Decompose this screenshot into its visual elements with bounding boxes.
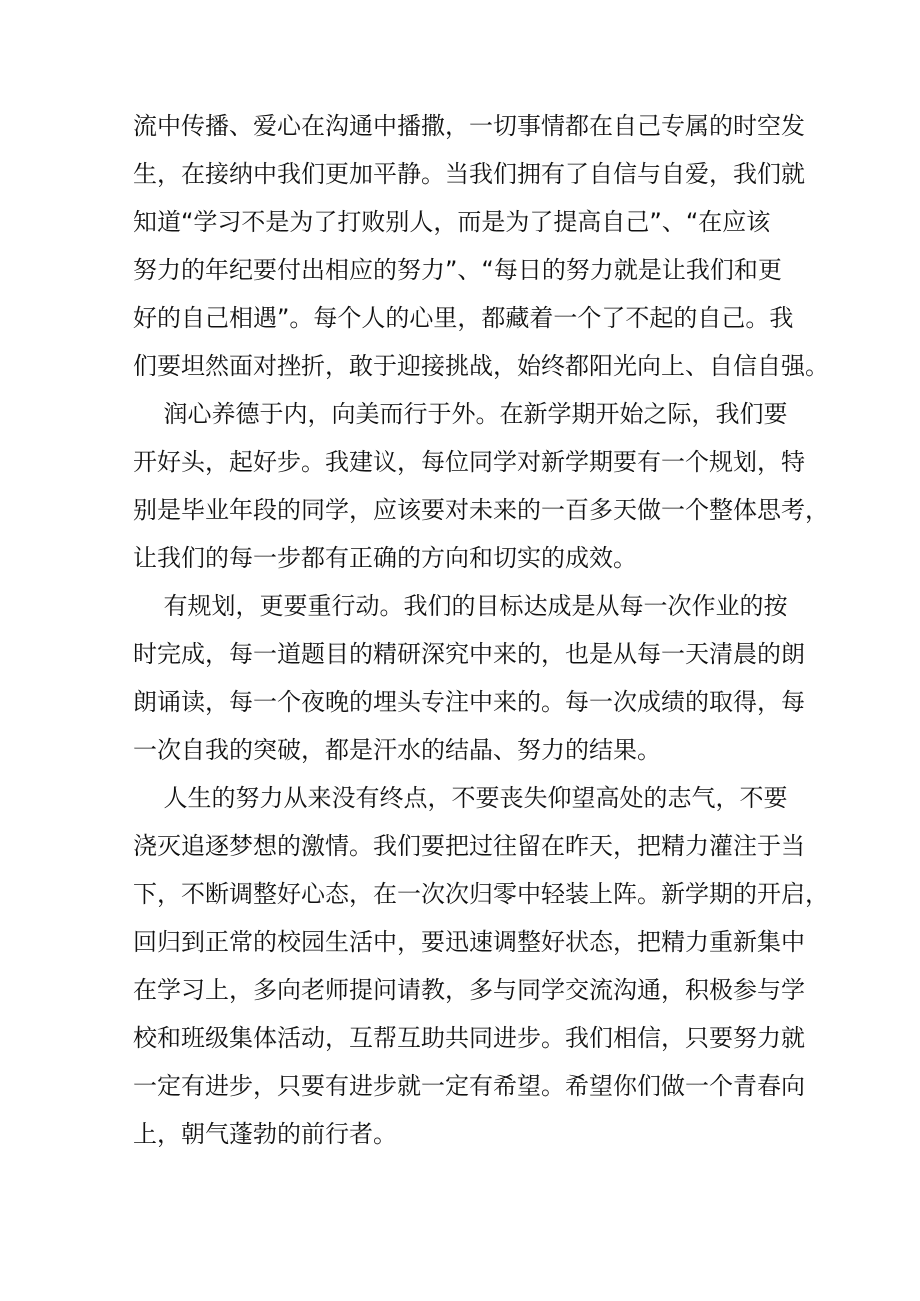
text-line: 人生的努力从来没有终点，不要丧失仰望高处的志气，不要	[133, 784, 788, 812]
text-line: 开好头，起好步。我建议，每位同学对新学期要有一个规划，特	[133, 448, 805, 476]
paragraph-1	[133, 102, 829, 390]
text-line: 校和班级集体活动，互帮互助共同进步。我们相信，只要努力就	[133, 1024, 805, 1052]
text-line: 一定有进步，只要有进步就一定有希望。希望你们做一个青春向	[133, 1072, 805, 1100]
text-line: 下，不断调整好心态，在一次次归零中轻装上阵。新学期的开启，	[133, 880, 829, 908]
text-line: 知道“学习不是为了打败别人，而是为了提高自己”、“在应该	[133, 208, 771, 236]
text-line: 好的自己相遇”。每个人的心里，都藏着一个了不起的自己。我	[133, 304, 794, 332]
text-line: 生，在接纳中我们更加平静。当我们拥有了自信与自爱，我们就	[133, 160, 805, 188]
text-line: 上，朝气蓬勃的前行者。	[133, 1120, 397, 1148]
text-line: 一次自我的突破，都是汗水的结晶、努力的结果。	[133, 736, 661, 764]
text-line: 让我们的每一步都有正确的方向和切实的成效。	[133, 544, 637, 572]
paragraph-4	[133, 774, 829, 1158]
text-line: 努力的年纪要付出相应的努力”、“每日的努力就是让我们和更	[133, 256, 782, 284]
body-text	[133, 102, 829, 1158]
text-line: 时完成，每一道题目的精研深究中来的，也是从每一天清晨的朗	[133, 640, 805, 668]
text-line: 别是毕业年段的同学，应该要对未来的一百多天做一个整体思考，	[133, 496, 829, 524]
text-line: 朗诵读，每一个夜晚的埋头专注中来的。每一次成绩的取得，每	[133, 688, 805, 716]
paragraph-2	[133, 390, 829, 582]
text-line: 有规划，更要重行动。我们的目标达成是从每一次作业的按	[133, 592, 788, 620]
text-line: 们要坦然面对挫折，敢于迎接挑战，始终都阳光向上、自信自强。	[133, 352, 829, 380]
text-line: 浇灭追逐梦想的激情。我们要把过往留在昨天，把精力灌注于当	[133, 832, 805, 860]
text-line: 流中传播、爱心在沟通中播撒，一切事情都在自己专属的时空发	[133, 112, 805, 140]
text-line: 回归到正常的校园生活中，要迅速调整好状态，把精力重新集中	[133, 928, 805, 956]
text-line: 润心养德于内，向美而行于外。在新学期开始之际，我们要	[133, 400, 788, 428]
paragraph-3	[133, 582, 805, 774]
text-line: 在学习上，多向老师提问请教，多与同学交流沟通，积极参与学	[133, 976, 805, 1004]
